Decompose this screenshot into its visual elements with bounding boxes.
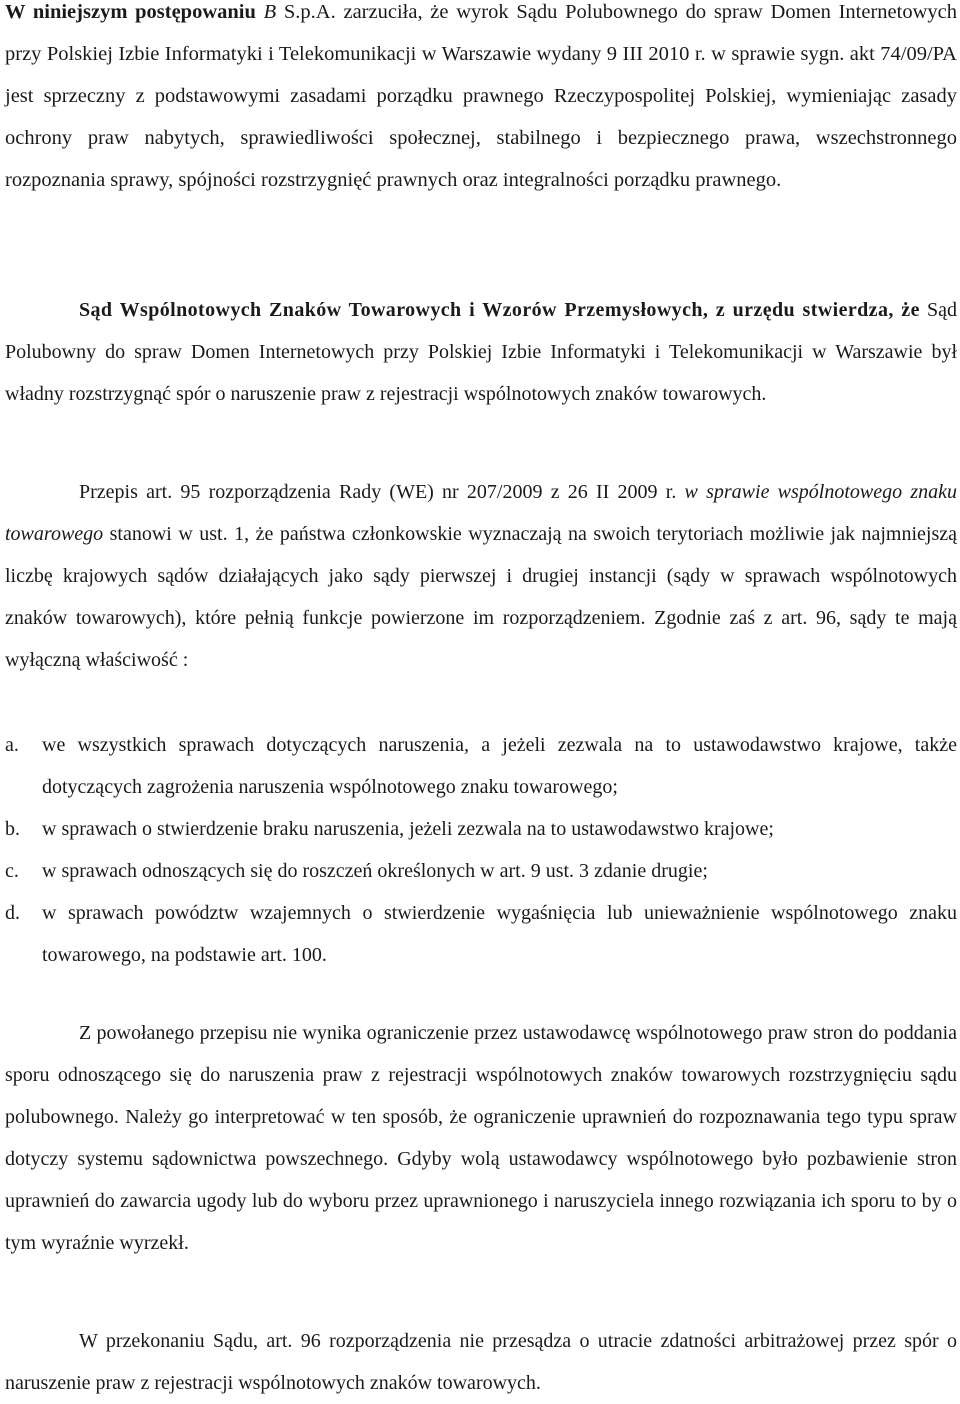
list-item-text: w sprawach odnoszących się do roszczeń określonych w art. 9 ust. 3 zdanie drugie; [42, 860, 708, 882]
paragraph-3-text-after: stanowi w ust. 1, że państwa członkowskie wyznaczają na swoich terytoriach możliwie jak najmniejszą liczbę krajowych sądów działających jako sądy pierwszej i drugiej instancji (sądy w sprawach wspólnotowych znaków towarowych), które pełnią funkcje powierzone im rozporządzeniem. Zgodnie zaś z art. 96, sądy te mają wyłączną właściwość : [5, 523, 957, 671]
paragraph-1-lead-italic: B [263, 1, 277, 23]
paragraph-2-text: Sąd Polubowny do spraw Domen Internetowych przy Polskiej Izbie Informatyki i Telekomunikacji w Warszawie był władny rozstrzygnąć spór o naruszenie praw z rejestracji wspólnotowych znaków towarowych. [5, 299, 957, 405]
paragraph-2 [5, 289, 957, 415]
paragraph-3 [5, 471, 957, 681]
list-item [5, 724, 957, 808]
list-item [5, 850, 957, 892]
list-item-text: w sprawach o stwierdzenie braku naruszenia, jeżeli zezwala na to ustawodawstwo krajowe; [42, 818, 774, 840]
list-item-text: we wszystkich sprawach dotyczących naruszenia, a jeżeli zezwala na to ustawodawstwo krajowe, także dotyczących zagrożenia naruszenia wspólnotowego znaku towarowego; [42, 734, 957, 798]
paragraph-3-text-before: Przepis art. 95 rozporządzenia Rady (WE) nr 207/2009 z 26 II 2009 r. [79, 481, 685, 503]
list-item-marker: a. [5, 734, 19, 756]
paragraph-1-lead-bold: W niniejszym postępowaniu [5, 1, 256, 23]
list-item-marker: d. [5, 902, 20, 924]
jurisdiction-list [5, 724, 957, 976]
paragraph-4 [5, 1012, 957, 1264]
paragraph-1-text: S.p.A. zarzuciła, że wyrok Sądu Polubownego do spraw Domen Internetowych przy Polskiej Izbie Informatyki i Telekomunikacji w Warszawie wydany 9 III 2010 r. w sprawie sygn. akt 74/09/PA jest sprzeczny z podstawowymi zasadami porządku prawnego Rzeczypospolitej Polskiej, wymieniając zasady ochrony praw nabytych, sprawiedliwości społecznej, stabilnego i bezpiecznego prawa, wszechstronnego rozpoznania sprawy, spójności rozstrzygnięć prawnych oraz integralności porządku prawnego. [5, 1, 958, 191]
paragraph-4-text: Z powołanego przepisu nie wynika ograniczenie przez ustawodawcę wspólnotowego praw stron do poddania sporu odnoszącego się do naruszenia praw z rejestracji wspólnotowych znaków towarowych rozstrzygnięciu sądu polubownego. Należy go interpretować w ten sposób, że ograniczenie uprawnień do rozpoznawania tego typu spraw dotyczy systemu sądownictwa powszechnego. Gdyby wolą ustawodawcy wspólnotowego było pozbawienie stron uprawnień do zawarcia ugody lub do wyboru przez uprawnionego i naruszyciela innego rozwiązania ich sporu to by o tym wyraźnie wyrzekł. [5, 1022, 957, 1254]
paragraph-3-italic: w sprawie wspólnotowego znaku towarowego [5, 481, 957, 545]
paragraph-2-heading-bold: Sąd Wspólnotowych Znaków Towarowych i Wzorów Przemysłowych, z urzędu stwierdza, że [79, 299, 920, 321]
list-item-text: w sprawach powództw wzajemnych o stwierdzenie wygaśnięcia lub unieważnienie wspólnotowego znaku towarowego, na podstawie art. 100. [42, 902, 957, 966]
list-item [5, 892, 957, 976]
list-item [5, 808, 957, 850]
paragraph-5 [5, 1320, 957, 1404]
paragraph-1 [5, 0, 957, 201]
paragraph-5-text: W przekonaniu Sądu, art. 96 rozporządzenia nie przesądza o utracie zdatności arbitrażowej przez spór o naruszenie praw z rejestracji wspólnotowych znaków towarowych. [5, 1330, 957, 1394]
list-item-marker: b. [5, 818, 20, 840]
list-item-marker: c. [5, 860, 19, 882]
